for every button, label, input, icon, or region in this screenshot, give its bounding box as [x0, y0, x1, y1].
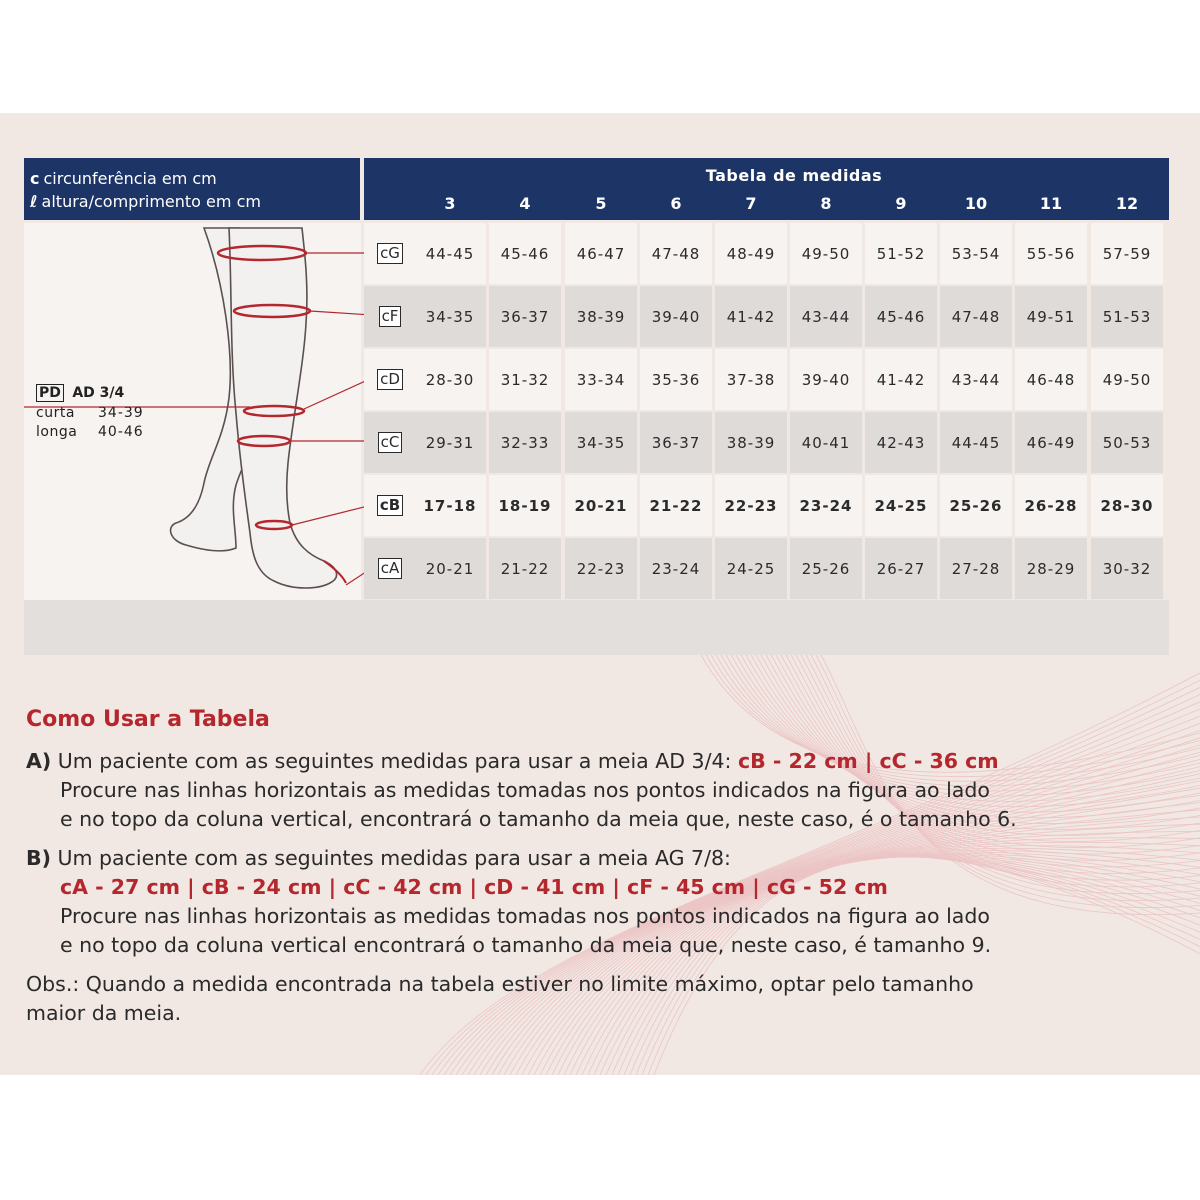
table-cell: 39-40	[790, 349, 862, 410]
example-b-text: Um paciente com as seguintes medidas para usar a meia AG 7/8:	[57, 846, 731, 870]
table-cell: 21-22	[640, 475, 712, 536]
circumference-symbol: c	[30, 169, 40, 188]
example-a-text: Um paciente com as seguintes medidas para usar a meia AD 3/4:	[57, 749, 732, 773]
table-cell: 42-43	[865, 412, 937, 473]
row-label-cell	[364, 286, 416, 347]
table-cell: 53-54	[940, 223, 1012, 284]
table-cell: 26-27	[865, 538, 937, 599]
table-cell: 23-24	[640, 538, 712, 599]
size-header-4: 4	[519, 194, 531, 213]
table-cell: 26-28	[1015, 475, 1087, 536]
table-cell: 22-23	[715, 475, 787, 536]
table-cell: 36-37	[489, 286, 561, 347]
pd-longa-value: 40-46	[98, 424, 144, 440]
example-b-line3: e no topo da coluna vertical encontrará o tamanho da meia que, neste caso, é tamanho 9.	[60, 933, 992, 957]
table-row-cA	[364, 538, 1169, 599]
measure-code-cC: cC	[378, 432, 403, 453]
example-a-prefix: A)	[26, 749, 52, 773]
measure-code-cD: cD	[377, 369, 403, 390]
size-header-8: 8	[820, 194, 832, 213]
table-cell: 23-24	[790, 475, 862, 536]
table-cell: 28-30	[1091, 475, 1163, 536]
table-cell: 27-28	[940, 538, 1012, 599]
table-cell: 49-51	[1015, 286, 1087, 347]
measure-code-cB: cB	[377, 495, 403, 516]
table-cell: 38-39	[565, 286, 637, 347]
legend-circumference	[30, 169, 217, 188]
table-cell: 47-48	[640, 223, 712, 284]
table-cell: 55-56	[1015, 223, 1087, 284]
size-header-7: 7	[745, 194, 757, 213]
table-cell: 22-23	[565, 538, 637, 599]
row-label-cell	[364, 538, 416, 599]
pd-badge: PD	[36, 384, 64, 402]
size-header-11: 11	[1039, 194, 1063, 213]
table-row-cF	[364, 286, 1169, 347]
instructions-title: Como Usar a Tabela	[26, 707, 270, 732]
length-text: altura/comprimento em cm	[41, 192, 261, 211]
table-cell: 37-38	[715, 349, 787, 410]
length-symbol: ℓ	[30, 192, 38, 211]
table-cell: 45-46	[489, 223, 561, 284]
example-b-prefix: B)	[26, 846, 51, 870]
size-header-12: 12	[1115, 194, 1139, 213]
pd-longa-label: longa	[36, 424, 78, 440]
table-cell: 33-34	[565, 349, 637, 410]
table-cell: 28-30	[414, 349, 486, 410]
table-cell: 30-32	[1091, 538, 1163, 599]
table-cell: 28-29	[1015, 538, 1087, 599]
table-cell: 44-45	[414, 223, 486, 284]
pd-model: AD 3/4	[72, 385, 125, 401]
table-cell: 38-39	[715, 412, 787, 473]
table-cell: 46-47	[565, 223, 637, 284]
table-cell: 25-26	[940, 475, 1012, 536]
legend-length	[30, 192, 261, 211]
example-b-line1	[26, 846, 731, 870]
example-b-line2: Procure nas linhas horizontais as medidas tomadas nos pontos indicados na figura ao lado	[60, 904, 990, 928]
table-cell: 41-42	[865, 349, 937, 410]
example-a-line1	[26, 749, 999, 773]
table-row-cG	[364, 223, 1169, 284]
pd-curta-label: curta	[36, 405, 75, 421]
obs-line2: maior da meia.	[26, 1001, 182, 1025]
table-cell: 36-37	[640, 412, 712, 473]
table-cell: 49-50	[790, 223, 862, 284]
table-cell: 50-53	[1091, 412, 1163, 473]
table-cell: 48-49	[715, 223, 787, 284]
table-cell: 20-21	[565, 475, 637, 536]
example-b-measures	[60, 875, 888, 899]
table-cell: 35-36	[640, 349, 712, 410]
table-cell: 46-49	[1015, 412, 1087, 473]
pd-info	[36, 385, 144, 440]
table-cell: 25-26	[790, 538, 862, 599]
size-header-3: 3	[444, 194, 456, 213]
table-cell: 18-19	[489, 475, 561, 536]
table-cell: 34-35	[565, 412, 637, 473]
table-cell: 57-59	[1091, 223, 1163, 284]
row-label-cell	[364, 349, 416, 410]
example-b-measures-text: cA - 27 cm | cB - 24 cm | cC - 42 cm | cD - 41 cm | cF - 45 cm | cG - 52 cm	[60, 875, 888, 899]
table-row-cD	[364, 349, 1169, 410]
size-header-9: 9	[895, 194, 907, 213]
table-cell: 51-52	[865, 223, 937, 284]
table-cell: 46-48	[1015, 349, 1087, 410]
table-row-cB	[364, 475, 1169, 536]
table-cell: 21-22	[489, 538, 561, 599]
measure-code-cF: cF	[379, 306, 402, 327]
example-a-line2: Procure nas linhas horizontais as medidas tomadas nos pontos indicados na figura ao lado	[60, 778, 990, 802]
table-cell: 51-53	[1091, 286, 1163, 347]
circumference-text: circunferência em cm	[43, 169, 217, 188]
table-cell: 20-21	[414, 538, 486, 599]
table-cell: 24-25	[715, 538, 787, 599]
legend-header	[24, 158, 360, 220]
table-cell: 45-46	[865, 286, 937, 347]
size-header-6: 6	[670, 194, 682, 213]
example-a-measures: cB - 22 cm | cC - 36 cm	[738, 749, 999, 773]
table-cell: 41-42	[715, 286, 787, 347]
table-cell: 17-18	[414, 475, 486, 536]
size-header-10: 10	[964, 194, 988, 213]
size-header-5: 5	[595, 194, 607, 213]
table-title: Tabela de medidas	[705, 166, 883, 185]
table-cell: 24-25	[865, 475, 937, 536]
row-label-cell	[364, 223, 416, 284]
measure-code-cG: cG	[377, 243, 403, 264]
row-label-cell	[364, 412, 416, 473]
table-cell: 49-50	[1091, 349, 1163, 410]
example-a-line3: e no topo da coluna vertical, encontrará o tamanho da meia que, neste caso, é o tamanho 6.	[60, 807, 1017, 831]
table-cell: 40-41	[790, 412, 862, 473]
measure-code-cA: cA	[378, 558, 403, 579]
table-cell: 31-32	[489, 349, 561, 410]
table-cell: 43-44	[790, 286, 862, 347]
obs-line1: Obs.: Quando a medida encontrada na tabela estiver no limite máximo, optar pelo tamanho	[26, 972, 974, 996]
row-label-cell	[364, 475, 416, 536]
table-cell: 29-31	[414, 412, 486, 473]
table-cell: 47-48	[940, 286, 1012, 347]
table-cell: 39-40	[640, 286, 712, 347]
size-chart-card	[0, 113, 1200, 1075]
table-cell: 34-35	[414, 286, 486, 347]
table-cell: 44-45	[940, 412, 1012, 473]
table-footer-bar	[24, 600, 1169, 655]
table-cell: 32-33	[489, 412, 561, 473]
pd-curta-value: 34-39	[98, 405, 144, 421]
table-header	[364, 158, 1169, 220]
table-row-cC	[364, 412, 1169, 473]
table-cell: 43-44	[940, 349, 1012, 410]
